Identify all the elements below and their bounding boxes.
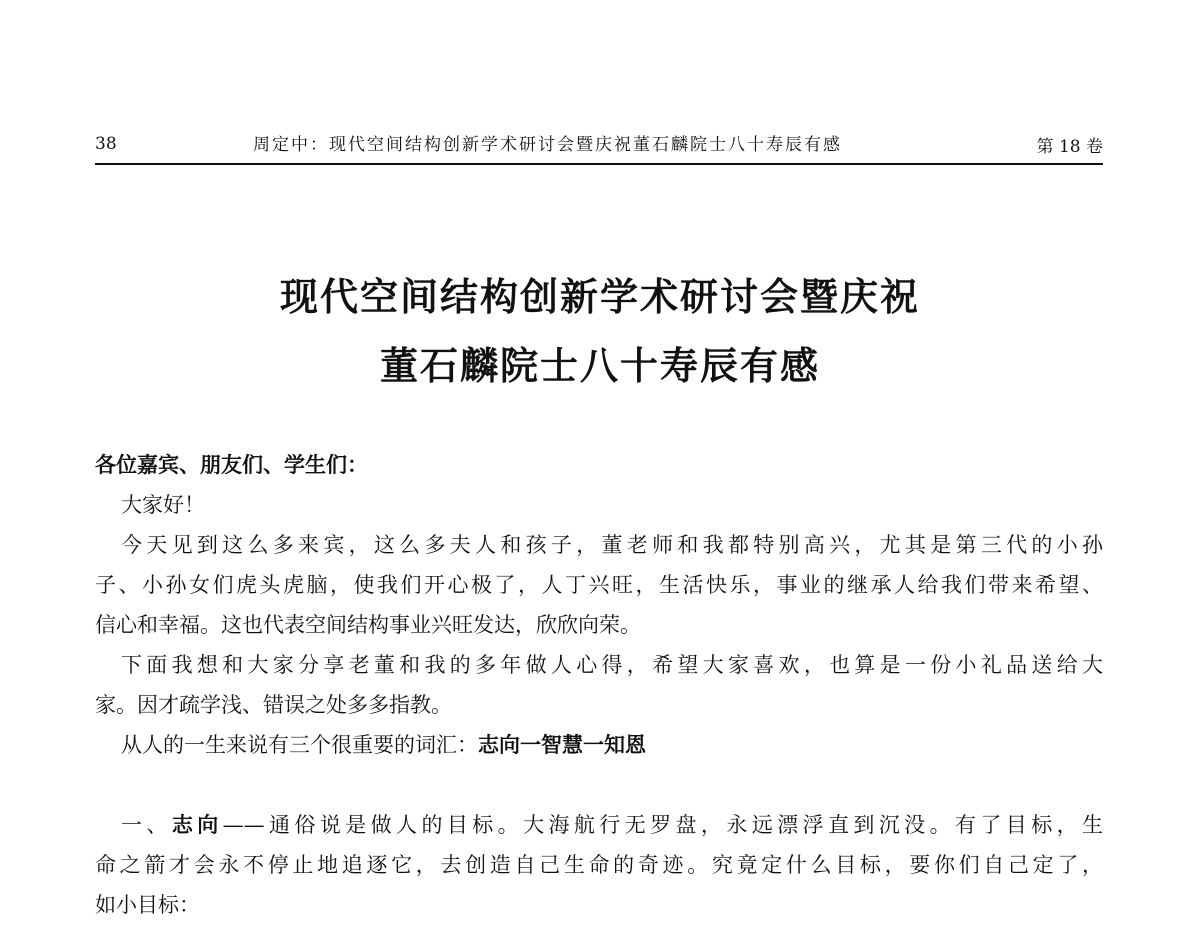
running-header — [95, 130, 1103, 158]
section-number: 一、 — [121, 813, 172, 837]
key-words: 志向一智慧一知恩 — [478, 733, 646, 757]
paragraph-line: 子、小孙女们虎头虎脑，使我们开心极了，人丁兴旺，生活快乐，事业的继承人给我们带来希望、 — [95, 573, 1103, 597]
section-1-first-line — [121, 811, 1103, 839]
paragraph-line: 今天见到这么多来宾，这么多夫人和孩子，董老师和我都特别高兴，尤其是第三代的小孙 — [121, 533, 1103, 557]
paragraph-line: 如小目标： — [95, 893, 200, 917]
section-text: ——通俗说是做人的目标。大海航行无罗盘，永远漂浮直到沉没。有了目标，生 — [222, 813, 1104, 837]
salutation: 各位嘉宾、朋友们、学生们： — [95, 453, 368, 477]
paragraph-line: 命之箭才会永不停止地追逐它，去创造自己生命的奇迹。究竟定什么目标，要你们自己定了， — [95, 853, 1103, 877]
paragraph-line: 家。因才疏学浅、错误之处多多指教。 — [95, 693, 452, 717]
paragraph-line: 下面我想和大家分享老董和我的多年做人心得，希望大家喜欢，也算是一份小礼品送给大 — [121, 653, 1103, 677]
volume-label: 第 18 卷 — [1036, 137, 1103, 157]
running-title: 周定中：现代空间结构创新学术研讨会暨庆祝董石麟院士八十寿辰有感 — [253, 135, 842, 155]
key-words-line — [121, 731, 1103, 759]
paragraph-line: 信心和幸福。这也代表空间结构事业兴旺发达，欣欣向荣。 — [95, 613, 641, 637]
article-title-line-2: 董石麟院士八十寿辰有感 — [379, 344, 820, 388]
page-number: 38 — [95, 134, 117, 154]
key-words-intro: 从人的一生来说有三个很重要的词汇： — [121, 733, 478, 757]
article-title-line-1: 现代空间结构创新学术研讨会暨庆祝 — [279, 275, 920, 319]
section-heading: 志向 — [171, 813, 223, 837]
header-rule — [95, 163, 1103, 165]
greeting: 大家好！ — [121, 493, 205, 517]
